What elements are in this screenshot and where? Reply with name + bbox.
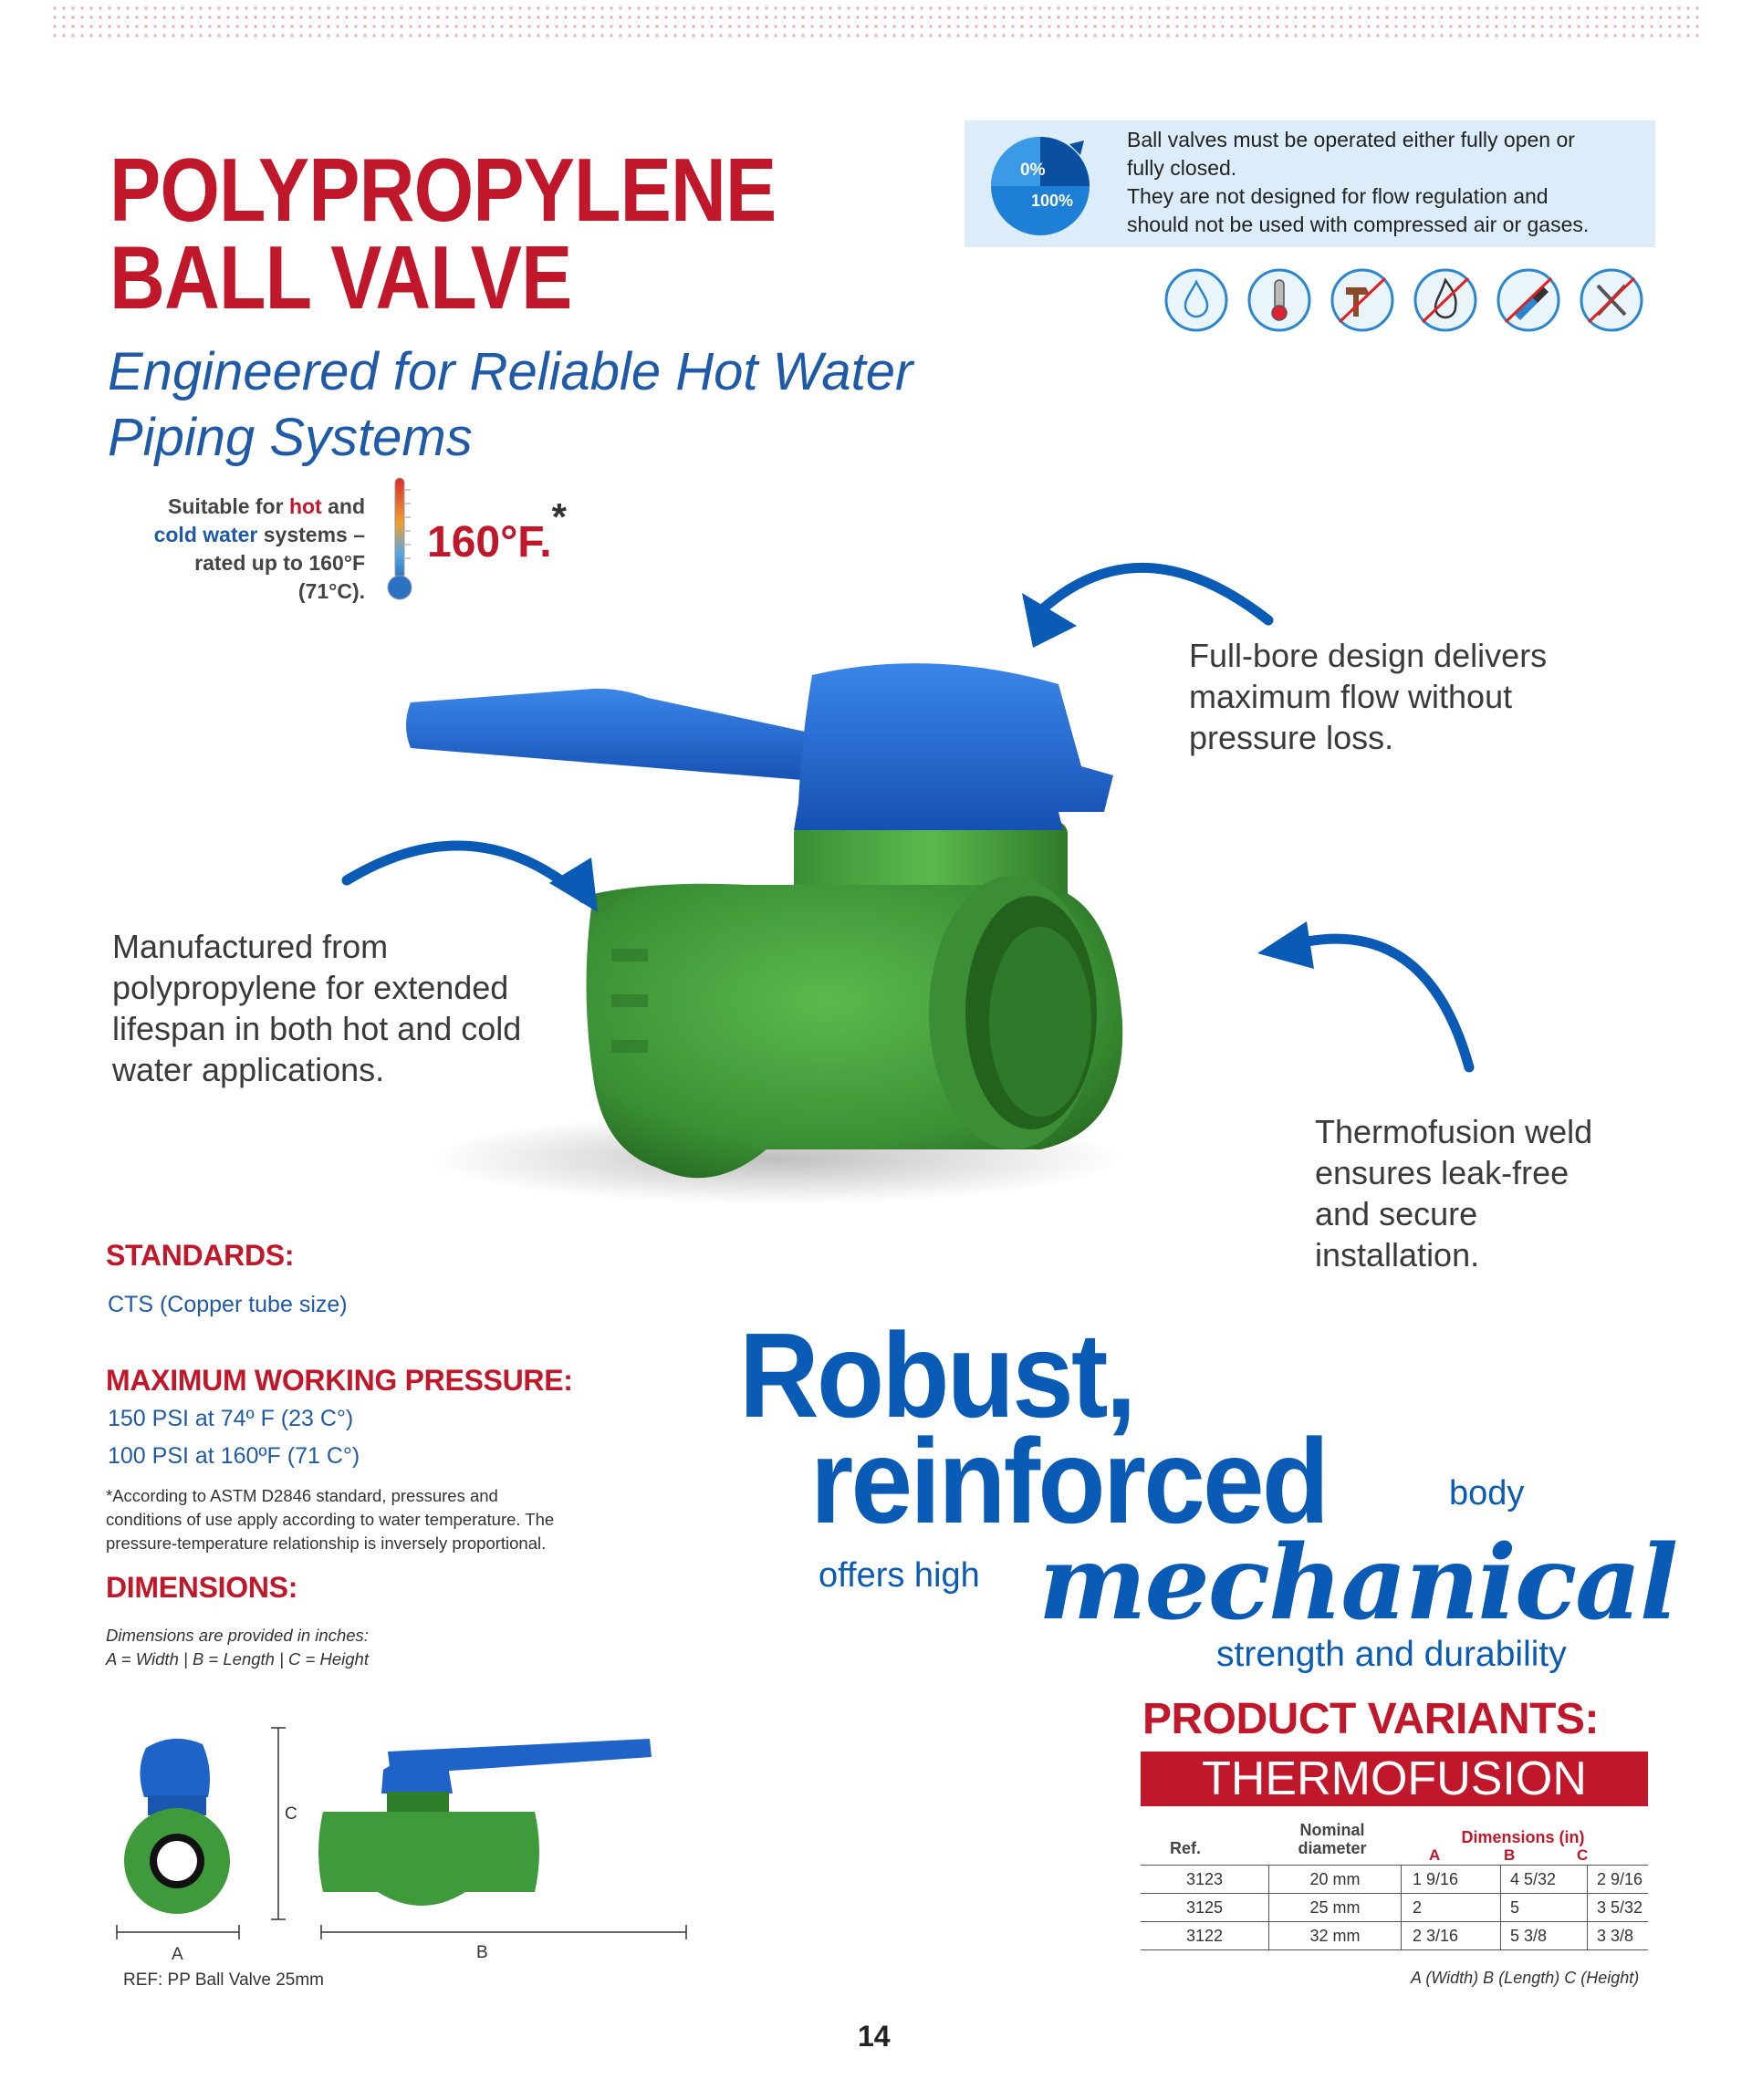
col-dimensions: Dimensions (in): [1461, 1828, 1585, 1846]
table-row: [1141, 1866, 1648, 1894]
col-c: C: [1577, 1846, 1589, 1864]
footnote-line: pressure-temperature relationship is inversely proportional.: [106, 1533, 547, 1553]
standards-heading: STANDARDS:: [106, 1239, 295, 1272]
arrowhead-weld: [1257, 921, 1314, 969]
tagline-reinforced: reinforced: [810, 1414, 1328, 1548]
notice-line-1: Ball valves must be operated either fully open or: [1127, 128, 1575, 151]
cell-b: 5 3/8: [1501, 1922, 1588, 1950]
cell-ref: 3122: [1185, 1926, 1224, 1945]
notice-line-3: They are not designed for flow regulation and: [1127, 184, 1549, 208]
temp-asterisk: *: [551, 495, 567, 538]
notice-line-2: fully closed.: [1127, 156, 1237, 180]
tagline-mechanical: mechanical: [1038, 1523, 1677, 1643]
col-nominal: [1268, 1821, 1396, 1857]
rating-text-3: systems –: [257, 523, 365, 546]
pressure-value-2: 100 PSI at 160ºF (71 C°): [108, 1443, 360, 1469]
col-nominal-line: Nominal: [1299, 1821, 1365, 1839]
pressure-value-1: 150 PSI at 74º F (23 C°): [108, 1406, 354, 1431]
cell-nominal: 20 mm: [1269, 1866, 1402, 1894]
tagline-robust: Robust,: [739, 1308, 1134, 1442]
arrow-fullbore: [1040, 567, 1268, 620]
footnote-line: conditions of use apply according to water temperature. The: [106, 1510, 555, 1529]
variants-table-body: [1141, 1865, 1648, 1950]
table-row: [1141, 1922, 1648, 1950]
temp-number: 160°F.: [427, 518, 552, 567]
rating-text-4: rated up to 160°F: [194, 551, 365, 575]
table-row: [1141, 1894, 1648, 1922]
title-line-1: POLYPROPYLENE: [110, 140, 777, 240]
rating-hot: hot: [288, 494, 322, 518]
dimensions-note: [106, 1624, 369, 1671]
callout-material-line: lifespan in both hot and cold: [112, 1010, 522, 1047]
callout-material-line: water applications.: [112, 1051, 385, 1088]
tagline-body: body: [1449, 1474, 1525, 1513]
callout-weld-line: and secure: [1315, 1195, 1478, 1232]
callout-material-line: polypropylene for extended: [112, 969, 509, 1006]
footnote-line: *According to ASTM D2846 standard, pressures and: [106, 1486, 498, 1505]
tagline-offers: offers high: [819, 1556, 980, 1595]
pressure-heading: MAXIMUM WORKING PRESSURE:: [106, 1364, 573, 1397]
dimensions-heading: DIMENSIONS:: [106, 1571, 298, 1604]
cell-b: 5: [1501, 1894, 1588, 1922]
cell-ref: 3123: [1185, 1869, 1224, 1888]
rating-cold: cold water: [153, 523, 258, 546]
callout-fullbore-line: maximum flow without: [1189, 678, 1513, 715]
subtitle-line-2: Piping Systems: [108, 408, 473, 467]
dim-label-a: A: [172, 1945, 183, 1964]
rating-text-2: and: [321, 494, 365, 518]
callout-fullbore-line: Full-bore design delivers: [1189, 637, 1548, 674]
notice-line-4: should not be used with compressed air or gases.: [1127, 213, 1590, 236]
rating-text-5: (71°C).: [297, 579, 365, 603]
col-nominal-line: diameter: [1298, 1839, 1367, 1857]
tagline-strength: strength and durability: [1216, 1635, 1567, 1674]
page-number: 14: [858, 2020, 891, 2053]
standards-value: CTS (Copper tube size): [108, 1292, 348, 1317]
thermofusion-bar: THERMOFUSION: [1141, 1752, 1648, 1806]
cell-nominal: 32 mm: [1269, 1922, 1402, 1950]
col-a: A: [1429, 1846, 1441, 1864]
arrowhead-material: [549, 858, 598, 912]
dimensions-note-line: Dimensions are provided in inches:: [106, 1626, 369, 1645]
gauge-top-label: 0%: [1020, 161, 1046, 180]
subtitle-line-1: Engineered for Reliable Hot Water: [108, 342, 913, 401]
title-line-2: BALL VALVE: [110, 227, 572, 327]
valve-front-view: [124, 1739, 230, 1914]
callout-weld-line: Thermofusion weld: [1315, 1113, 1593, 1150]
cell-nominal: 25 mm: [1269, 1894, 1402, 1922]
callout-weld-line: ensures leak-free: [1315, 1154, 1570, 1191]
arrow-material: [347, 846, 584, 899]
variants-heading: PRODUCT VARIANTS:: [1142, 1695, 1599, 1743]
callout-material: [112, 926, 521, 1090]
cell-c: 3 5/32: [1588, 1894, 1649, 1922]
cell-ref: 3125: [1185, 1897, 1224, 1917]
rating-text-1: Suitable for: [168, 494, 289, 518]
col-b: B: [1504, 1846, 1516, 1864]
cell-a: 2 3/16: [1402, 1922, 1501, 1950]
dimensions-note-line: A = Width | B = Length | C = Height: [106, 1649, 369, 1669]
cell-a: 2: [1402, 1894, 1501, 1922]
diagram-ref: REF: PP Ball Valve 25mm: [123, 1970, 324, 1990]
col-ref: Ref.: [1170, 1839, 1202, 1857]
callout-weld: [1315, 1111, 1592, 1275]
variants-table: [1141, 1817, 1648, 1950]
cell-c: 2 9/16: [1588, 1866, 1649, 1894]
variants-footnote: A (Width) B (Length) C (Height): [1411, 1969, 1640, 1987]
callout-material-line: Manufactured from: [112, 928, 389, 965]
callout-fullbore-line: pressure loss.: [1189, 719, 1394, 756]
cell-a: 1 9/16: [1402, 1866, 1501, 1894]
valve-side-view: [318, 1739, 652, 1906]
dim-label-c: C: [285, 1804, 297, 1824]
cell-b: 4 5/32: [1501, 1866, 1588, 1894]
dimension-diagram: [100, 1724, 703, 1989]
dim-label-b: B: [476, 1943, 488, 1962]
gauge-bottom-label: 100%: [1031, 192, 1074, 210]
cell-c: 3 3/8: [1588, 1922, 1649, 1950]
callout-weld-line: installation.: [1315, 1236, 1480, 1274]
callout-fullbore: [1189, 635, 1547, 758]
pressure-footnote: [106, 1484, 554, 1555]
